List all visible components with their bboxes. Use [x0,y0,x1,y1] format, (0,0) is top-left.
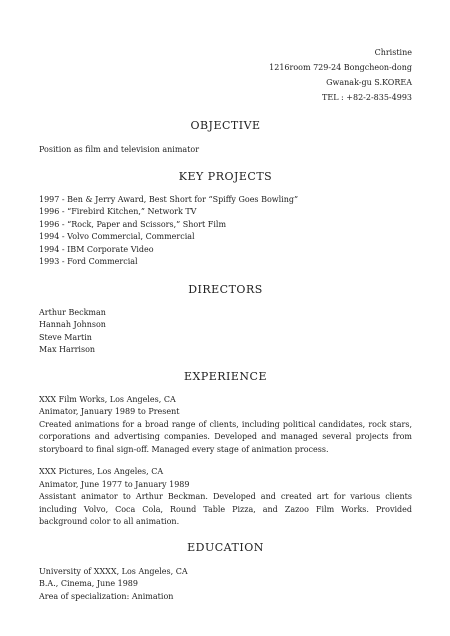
education-entry [39,566,412,604]
job-entry [39,394,412,457]
key-projects-heading: KEY PROJECTS [178,169,273,183]
education-heading: EDUCATION [187,540,264,554]
key-projects-list [39,194,412,269]
project-item: 1994 - Volvo Commercial, Commercial [39,232,195,241]
objective-heading: OBJECTIVE [190,119,261,132]
contact-name: Christine [374,48,412,57]
experience-heading: EXPERIENCE [183,369,268,383]
project-item: 1994 - IBM Corporate Video [39,244,154,254]
contact-address-line1: 1216room 729-24 Bongcheon-dong [269,63,412,72]
education-school: University of XXXX, Los Angeles, CA [39,566,188,576]
project-item: 1997 - Ben & Jerry Award, Best Short for “Spiffy Goes Bowling” [39,194,299,204]
job-role: Animator, January 1989 to Present [39,407,180,416]
directors-list [39,307,412,357]
contact-block [39,0,412,105]
project-item: 1996 - “Firebird Kitchen,” Network TV [39,207,197,216]
job-description: Created animations for a broad range of clients, including political candidates, rock stars, corporations and advertising companies. Developed and managed several projects from storyboard to final sign-off. Managed every stage of animation process. [39,419,412,454]
director-item: Hannah Johnson [39,320,106,329]
project-item: 1993 - Ford Commercial [39,257,138,266]
project-item: 1996 - “Rock, Paper and Scissors,” Short Film [39,219,227,229]
education-specialization: Area of specialization: Animation [39,591,174,601]
contact-phone: TEL : +82-2-835-4993 [322,93,412,102]
directors-heading: DIRECTORS [188,282,263,296]
job-company: XXX Film Works, Los Angeles, CA [39,394,176,404]
job-company: XXX Pictures, Los Angeles, CA [39,467,164,476]
education-degree: B.A., Cinema, June 1989 [39,579,138,588]
director-item: Steve Martin [39,332,92,342]
director-item: Max Harrison [39,345,96,354]
job-description: Assistant animator to Arthur Beckman. Developed and created art for various clients including Volvo, Coca Cola, Round Table Pizza, and Zazoo Film Works. Provided background color to all animation. [39,492,412,526]
objective-text: Position as film and television animator [39,145,200,154]
job-role: Animator, June 1977 to January 1989 [39,479,190,489]
director-item: Arthur Beckman [39,307,106,317]
contact-address-line2: Gwanak-gu S.KOREA [326,78,412,87]
job-entry [39,466,412,529]
